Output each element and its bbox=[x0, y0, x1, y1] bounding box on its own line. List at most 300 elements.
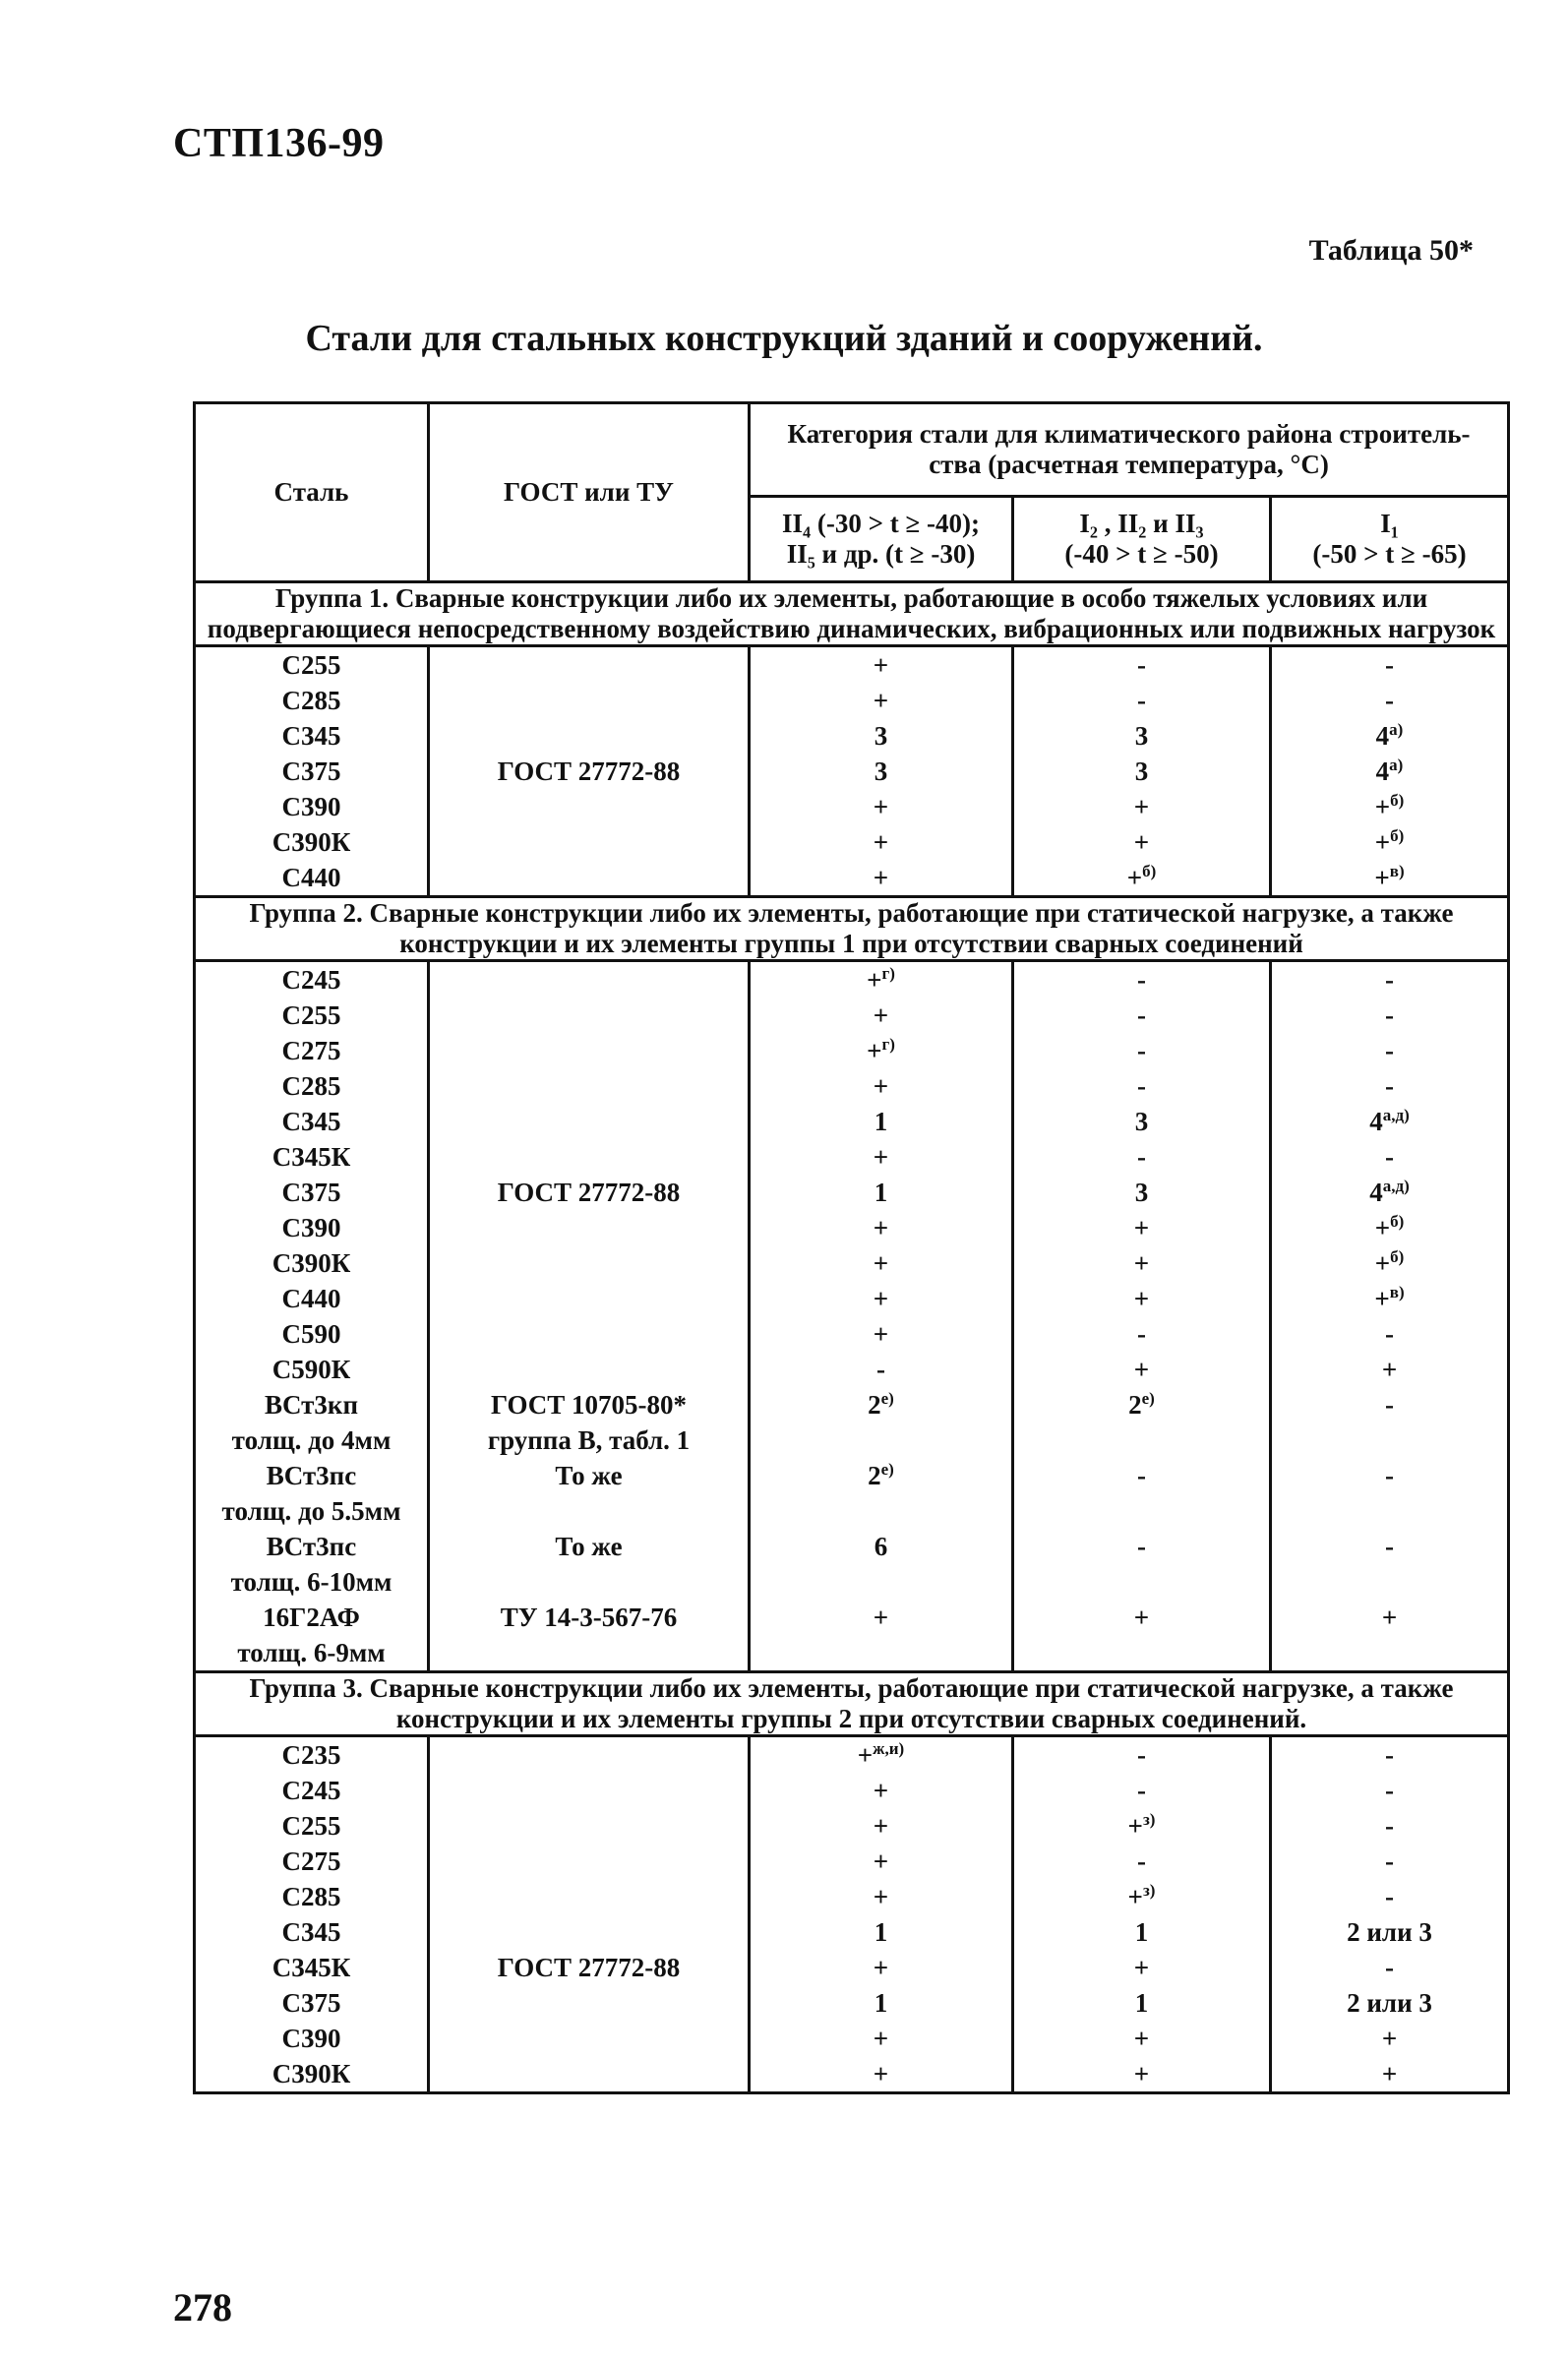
cell-gost bbox=[429, 1529, 750, 1564]
cell-category-3 bbox=[1271, 998, 1509, 1033]
cell-category-3-value: + bbox=[1381, 2059, 1398, 2089]
cell-category-1 bbox=[750, 1175, 1013, 1210]
cell-category-3-value: - bbox=[1385, 1036, 1394, 1066]
cell-category-3 bbox=[1271, 646, 1509, 684]
cell-category-3-value: - bbox=[1385, 1532, 1394, 1562]
cell-category-2 bbox=[1013, 1950, 1271, 1985]
cell-steel-value: ВСт3кп bbox=[264, 1389, 359, 1420]
footnote-mark: б) bbox=[1390, 1212, 1405, 1232]
cell-category-1-value: 6 bbox=[874, 1532, 888, 1562]
cell-gost bbox=[429, 789, 750, 824]
cell-category-1 bbox=[750, 824, 1013, 860]
cell-steel-value: С440 bbox=[281, 862, 341, 892]
cell-steel-value: С285 bbox=[281, 685, 341, 715]
cell-category-2-value: - bbox=[1137, 1740, 1146, 1771]
cell-gost bbox=[429, 1352, 750, 1387]
cell-category-2 bbox=[1013, 2056, 1271, 2093]
footnote-mark: г) bbox=[881, 1035, 895, 1055]
cell-category-3 bbox=[1271, 1210, 1509, 1245]
cell-steel bbox=[195, 2056, 429, 2093]
cell-gost-value: То же bbox=[555, 1531, 623, 1561]
cell-category-1 bbox=[750, 1352, 1013, 1387]
group-header-row bbox=[195, 897, 1509, 961]
cell-category-2-value: 3 bbox=[1134, 721, 1149, 752]
table-row bbox=[195, 860, 1509, 897]
cell-category-2 bbox=[1013, 1493, 1271, 1529]
table-row bbox=[195, 961, 1509, 998]
cell-category-2 bbox=[1013, 1736, 1271, 1774]
cell-category-1-value: + bbox=[873, 863, 889, 893]
cell-category-1 bbox=[750, 1422, 1013, 1458]
cell-category-3 bbox=[1271, 718, 1509, 754]
cell-steel bbox=[195, 1564, 429, 1600]
cell-category-1-value: 3 bbox=[874, 721, 888, 752]
cell-steel bbox=[195, 1210, 429, 1245]
table-row bbox=[195, 1316, 1509, 1352]
cell-category-3 bbox=[1271, 2021, 1509, 2056]
cell-category-2 bbox=[1013, 1600, 1271, 1635]
cell-category-3 bbox=[1271, 1245, 1509, 1281]
cell-category-2-value: - bbox=[1137, 1532, 1146, 1562]
group-title: Группа 2. Сварные конструкции либо их элементы, работающие при статической нагрузке, а также конструкции и их элементы группы 1 при отсутствии сварных соединений bbox=[195, 897, 1509, 961]
cell-category-2-value: - bbox=[1137, 1142, 1146, 1173]
footnote-mark: б) bbox=[1390, 826, 1405, 846]
cell-category-3-value: - bbox=[1385, 1390, 1394, 1421]
cell-category-3-value: + bbox=[1381, 1603, 1398, 1633]
table-row bbox=[195, 789, 1509, 824]
cell-gost bbox=[429, 1914, 750, 1950]
table-row bbox=[195, 1281, 1509, 1316]
cell-category-1-value: + bbox=[873, 1882, 889, 1912]
cell-steel-value: С255 bbox=[281, 649, 341, 680]
cell-category-2 bbox=[1013, 789, 1271, 824]
cell-category-3-value: 4 bbox=[1369, 1178, 1383, 1208]
cell-steel bbox=[195, 1529, 429, 1564]
group-header-row bbox=[195, 582, 1509, 646]
cell-category-3-value: - bbox=[1385, 1071, 1394, 1102]
footnote-mark: б) bbox=[1142, 862, 1157, 881]
table-row bbox=[195, 824, 1509, 860]
header-climate-3-line1: I₁ bbox=[1380, 508, 1399, 538]
cell-category-3 bbox=[1271, 1281, 1509, 1316]
cell-steel-value: С390 bbox=[281, 2023, 341, 2053]
cell-category-2-value: + bbox=[1133, 1248, 1150, 1279]
cell-steel-value: С245 bbox=[281, 964, 341, 995]
cell-category-1 bbox=[750, 998, 1013, 1033]
footnote-mark: б) bbox=[1390, 1247, 1405, 1267]
cell-category-2 bbox=[1013, 1245, 1271, 1281]
header-climate-2 bbox=[1013, 497, 1271, 582]
cell-steel-value: С390К bbox=[271, 2058, 351, 2088]
cell-category-2-value: - bbox=[1137, 686, 1146, 716]
cell-category-2 bbox=[1013, 860, 1271, 897]
cell-category-1-value: 1 bbox=[874, 1988, 888, 2019]
table-row bbox=[195, 1635, 1509, 1672]
cell-steel-value: С285 bbox=[281, 1070, 341, 1101]
cell-gost bbox=[429, 683, 750, 718]
cell-steel-value: ВСт3пс bbox=[266, 1531, 357, 1561]
cell-category-3-value: + bbox=[1374, 1213, 1391, 1243]
cell-gost bbox=[429, 2021, 750, 2056]
footnote-mark: е) bbox=[880, 1460, 894, 1480]
cell-category-2 bbox=[1013, 1635, 1271, 1672]
steel-table bbox=[193, 401, 1510, 2094]
cell-category-3-value: 4 bbox=[1369, 1107, 1383, 1137]
cell-gost bbox=[429, 754, 750, 789]
cell-category-2 bbox=[1013, 1281, 1271, 1316]
cell-category-3 bbox=[1271, 824, 1509, 860]
cell-steel-value: С345К bbox=[271, 1141, 351, 1172]
cell-category-3 bbox=[1271, 1564, 1509, 1600]
cell-category-2-value: 1 bbox=[1134, 1917, 1149, 1948]
table-row bbox=[195, 1736, 1509, 1774]
cell-category-2-value: + bbox=[1133, 2059, 1150, 2089]
cell-category-2 bbox=[1013, 961, 1271, 998]
cell-category-1-value: + bbox=[873, 1248, 889, 1279]
cell-gost bbox=[429, 1210, 750, 1245]
cell-category-1 bbox=[750, 1458, 1013, 1493]
cell-category-2-value: - bbox=[1137, 1036, 1146, 1066]
cell-steel bbox=[195, 1914, 429, 1950]
table-row bbox=[195, 1808, 1509, 1844]
cell-gost-value: ТУ 14-3-567-76 bbox=[500, 1602, 678, 1632]
table-row bbox=[195, 1914, 1509, 1950]
cell-category-3-value: - bbox=[1385, 1882, 1394, 1912]
cell-gost bbox=[429, 1422, 750, 1458]
cell-category-1 bbox=[750, 1139, 1013, 1175]
header-steel: Сталь bbox=[195, 403, 429, 582]
cell-category-3-value: - bbox=[1385, 1776, 1394, 1806]
cell-category-2 bbox=[1013, 1422, 1271, 1458]
table-row bbox=[195, 1068, 1509, 1104]
cell-category-2-value: 3 bbox=[1134, 756, 1149, 787]
cell-category-2-value: 1 bbox=[1134, 1988, 1149, 2019]
cell-category-2 bbox=[1013, 1914, 1271, 1950]
header-climate-2-line2: (-40 > t ≥ -50) bbox=[1064, 539, 1219, 569]
cell-category-2-value: + bbox=[1127, 1811, 1143, 1842]
cell-category-2-value: 2 bbox=[1128, 1390, 1142, 1421]
table-row bbox=[195, 1210, 1509, 1245]
cell-category-1 bbox=[750, 646, 1013, 684]
cell-steel-value: С375 bbox=[281, 1987, 341, 2018]
cell-category-2-value: 3 bbox=[1134, 1107, 1149, 1137]
cell-category-1-value: + bbox=[873, 1776, 889, 1806]
cell-category-3-value: - bbox=[1385, 650, 1394, 681]
cell-gost bbox=[429, 1033, 750, 1068]
header-climate-1 bbox=[750, 497, 1013, 582]
cell-category-3 bbox=[1271, 1104, 1509, 1139]
cell-category-3-value: + bbox=[1374, 1248, 1391, 1279]
cell-category-2-value: - bbox=[1137, 650, 1146, 681]
cell-steel bbox=[195, 1736, 429, 1774]
cell-category-2 bbox=[1013, 646, 1271, 684]
cell-category-2 bbox=[1013, 1985, 1271, 2021]
cell-category-3 bbox=[1271, 1985, 1509, 2021]
cell-category-3 bbox=[1271, 1139, 1509, 1175]
header-climate-3 bbox=[1271, 497, 1509, 582]
cell-category-1 bbox=[750, 2056, 1013, 2093]
cell-gost bbox=[429, 1564, 750, 1600]
cell-steel-value: С275 bbox=[281, 1846, 341, 1876]
cell-steel bbox=[195, 789, 429, 824]
cell-steel bbox=[195, 1422, 429, 1458]
cell-category-1 bbox=[750, 1493, 1013, 1529]
cell-category-3-value: - bbox=[1385, 1461, 1394, 1491]
table-row bbox=[195, 1352, 1509, 1387]
cell-category-3 bbox=[1271, 1844, 1509, 1879]
cell-category-1-value: 1 bbox=[874, 1107, 888, 1137]
cell-gost bbox=[429, 824, 750, 860]
cell-category-1-value: + bbox=[867, 965, 882, 996]
cell-steel bbox=[195, 1316, 429, 1352]
cell-category-1 bbox=[750, 1564, 1013, 1600]
cell-category-2-value: - bbox=[1137, 1776, 1146, 1806]
cell-category-2 bbox=[1013, 1458, 1271, 1493]
cell-steel-value: С590К bbox=[271, 1354, 351, 1384]
cell-steel bbox=[195, 1245, 429, 1281]
cell-steel-value: С245 bbox=[281, 1775, 341, 1805]
cell-category-1-value: + bbox=[873, 1071, 889, 1102]
cell-steel-value: С285 bbox=[281, 1881, 341, 1911]
cell-category-3-value: 4 bbox=[1375, 756, 1390, 787]
cell-gost-value: ГОСТ 27772-88 bbox=[497, 756, 681, 786]
cell-gost bbox=[429, 1281, 750, 1316]
cell-category-1 bbox=[750, 1808, 1013, 1844]
cell-category-3 bbox=[1271, 1808, 1509, 1844]
table-row bbox=[195, 683, 1509, 718]
cell-category-3-value: - bbox=[1385, 965, 1394, 996]
cell-category-2 bbox=[1013, 1844, 1271, 1879]
cell-category-1-value: + bbox=[873, 1142, 889, 1173]
footnote-mark: в) bbox=[1389, 862, 1405, 881]
cell-category-2 bbox=[1013, 1808, 1271, 1844]
cell-steel-value: С255 bbox=[281, 1810, 341, 1841]
cell-gost bbox=[429, 718, 750, 754]
footnote-mark: а) bbox=[1389, 756, 1404, 775]
footnote-mark: а,д) bbox=[1382, 1177, 1410, 1196]
cell-gost bbox=[429, 1104, 750, 1139]
footnote-mark: з) bbox=[1142, 1810, 1156, 1830]
cell-gost bbox=[429, 1316, 750, 1352]
cell-steel bbox=[195, 1844, 429, 1879]
cell-steel-value: С275 bbox=[281, 1035, 341, 1065]
cell-category-2-value: + bbox=[1133, 1953, 1150, 1983]
cell-gost bbox=[429, 1493, 750, 1529]
document-code: СТП136-99 bbox=[173, 121, 385, 166]
cell-gost bbox=[429, 1387, 750, 1422]
cell-gost bbox=[429, 1139, 750, 1175]
cell-category-1 bbox=[750, 1844, 1013, 1879]
cell-category-2-value: - bbox=[1137, 1319, 1146, 1350]
table-row bbox=[195, 1033, 1509, 1068]
header-climate-1-line2: II₅ и др. (t ≥ -30) bbox=[786, 539, 976, 569]
cell-category-3 bbox=[1271, 1387, 1509, 1422]
cell-steel bbox=[195, 1635, 429, 1672]
cell-category-1 bbox=[750, 2021, 1013, 2056]
cell-category-1-value: + bbox=[873, 650, 889, 681]
cell-category-1-value: + bbox=[873, 1953, 889, 1983]
cell-category-2 bbox=[1013, 1316, 1271, 1352]
cell-category-2-value: + bbox=[1133, 1355, 1150, 1385]
cell-category-1 bbox=[750, 1879, 1013, 1914]
footnote-mark: в) bbox=[1389, 1283, 1405, 1302]
cell-category-3-value: + bbox=[1374, 1284, 1390, 1314]
cell-gost bbox=[429, 1773, 750, 1808]
cell-category-3 bbox=[1271, 1879, 1509, 1914]
cell-category-1-value: + bbox=[873, 686, 889, 716]
cell-category-1-value: 1 bbox=[874, 1917, 888, 1948]
cell-category-3-value: - bbox=[1385, 1953, 1394, 1983]
table-row bbox=[195, 718, 1509, 754]
cell-category-1-value: 2 bbox=[868, 1390, 881, 1421]
cell-category-2 bbox=[1013, 1104, 1271, 1139]
footnote-mark: з) bbox=[1142, 1881, 1156, 1901]
footnote-mark: ж,и) bbox=[873, 1739, 905, 1759]
footnote-mark: б) bbox=[1390, 791, 1405, 811]
table-row bbox=[195, 754, 1509, 789]
cell-steel bbox=[195, 1139, 429, 1175]
cell-category-3-value: + bbox=[1381, 2024, 1398, 2054]
cell-category-3-value: + bbox=[1374, 792, 1391, 822]
header-climate-3-line2: (-50 > t ≥ -65) bbox=[1312, 539, 1467, 569]
footnote-mark: г) bbox=[881, 964, 895, 984]
cell-category-3-value: 2 или 3 bbox=[1347, 1917, 1432, 1948]
cell-category-1-value: + bbox=[873, 2024, 889, 2054]
cell-category-1 bbox=[750, 1210, 1013, 1245]
cell-category-3 bbox=[1271, 1914, 1509, 1950]
cell-steel bbox=[195, 1104, 429, 1139]
cell-steel bbox=[195, 1879, 429, 1914]
cell-category-3 bbox=[1271, 1422, 1509, 1458]
cell-steel bbox=[195, 1600, 429, 1635]
cell-category-3 bbox=[1271, 1736, 1509, 1774]
cell-steel-value: толщ. 6-10мм bbox=[230, 1566, 392, 1597]
cell-category-1 bbox=[750, 718, 1013, 754]
cell-steel-value: С440 bbox=[281, 1283, 341, 1313]
table-row bbox=[195, 1773, 1509, 1808]
cell-steel-value: С345 bbox=[281, 1106, 341, 1136]
cell-category-3 bbox=[1271, 2056, 1509, 2093]
cell-steel-value: 16Г2АФ bbox=[263, 1602, 360, 1632]
cell-category-2-value: + bbox=[1127, 1882, 1143, 1912]
cell-category-2-value: + bbox=[1133, 792, 1150, 822]
cell-category-3-value: - bbox=[1385, 1846, 1394, 1877]
cell-category-1-value: + bbox=[873, 1319, 889, 1350]
cell-gost-value: ГОСТ 27772-88 bbox=[497, 1952, 681, 1982]
footnote-mark: е) bbox=[880, 1389, 894, 1409]
cell-steel-value: С590 bbox=[281, 1318, 341, 1349]
cell-steel-value: С390К bbox=[271, 826, 351, 857]
cell-steel bbox=[195, 1493, 429, 1529]
cell-category-1-value: + bbox=[873, 792, 889, 822]
table-row bbox=[195, 1493, 1509, 1529]
cell-category-1-value: - bbox=[876, 1355, 885, 1385]
cell-steel-value: С375 bbox=[281, 756, 341, 786]
table-row bbox=[195, 1844, 1509, 1879]
cell-category-2-value: + bbox=[1133, 1603, 1150, 1633]
cell-category-3 bbox=[1271, 1033, 1509, 1068]
cell-category-1 bbox=[750, 1245, 1013, 1281]
cell-steel bbox=[195, 718, 429, 754]
cell-category-1 bbox=[750, 1033, 1013, 1068]
cell-category-2 bbox=[1013, 1387, 1271, 1422]
cell-category-1-value: + bbox=[873, 1000, 889, 1031]
cell-category-1 bbox=[750, 1600, 1013, 1635]
cell-category-1 bbox=[750, 1281, 1013, 1316]
cell-gost bbox=[429, 998, 750, 1033]
cell-steel bbox=[195, 1773, 429, 1808]
table-row bbox=[195, 1104, 1509, 1139]
cell-steel bbox=[195, 1175, 429, 1210]
cell-gost-value: группа В, табл. 1 bbox=[487, 1424, 691, 1455]
cell-gost bbox=[429, 1245, 750, 1281]
cell-gost bbox=[429, 646, 750, 684]
cell-gost bbox=[429, 1808, 750, 1844]
cell-category-2-value: + bbox=[1133, 2024, 1150, 2054]
cell-steel-value: ВСт3пс bbox=[266, 1460, 357, 1490]
cell-category-3 bbox=[1271, 1950, 1509, 1985]
table-row bbox=[195, 1245, 1509, 1281]
cell-steel-value: С375 bbox=[281, 1177, 341, 1207]
table-row bbox=[195, 1879, 1509, 1914]
cell-category-3 bbox=[1271, 1773, 1509, 1808]
cell-category-2 bbox=[1013, 1879, 1271, 1914]
cell-category-1 bbox=[750, 1104, 1013, 1139]
cell-category-3 bbox=[1271, 1493, 1509, 1529]
cell-category-2-value: + bbox=[1133, 1284, 1150, 1314]
cell-steel bbox=[195, 1387, 429, 1422]
cell-category-2-value: - bbox=[1137, 1000, 1146, 1031]
cell-category-1 bbox=[750, 961, 1013, 998]
cell-category-3 bbox=[1271, 1175, 1509, 1210]
table-row bbox=[195, 1529, 1509, 1564]
cell-category-1 bbox=[750, 860, 1013, 897]
cell-steel bbox=[195, 1281, 429, 1316]
cell-category-2-value: + bbox=[1126, 863, 1143, 893]
table-row bbox=[195, 1175, 1509, 1210]
cell-category-1 bbox=[750, 789, 1013, 824]
cell-category-3 bbox=[1271, 683, 1509, 718]
cell-steel-value: С345 bbox=[281, 720, 341, 751]
table-row bbox=[195, 2056, 1509, 2093]
cell-category-2 bbox=[1013, 998, 1271, 1033]
cell-category-1-value: 3 bbox=[874, 756, 888, 787]
footnote-mark: а) bbox=[1389, 720, 1404, 740]
page-number: 278 bbox=[173, 2285, 232, 2330]
cell-category-3 bbox=[1271, 1316, 1509, 1352]
cell-category-1-value: + bbox=[873, 2059, 889, 2089]
cell-category-2 bbox=[1013, 1033, 1271, 1068]
cell-category-1-value: + bbox=[873, 827, 889, 858]
cell-gost bbox=[429, 1844, 750, 1879]
cell-category-1 bbox=[750, 1914, 1013, 1950]
cell-steel bbox=[195, 1033, 429, 1068]
cell-gost bbox=[429, 1635, 750, 1672]
table-number: Таблица 50* bbox=[1308, 234, 1474, 267]
group-header-row bbox=[195, 1672, 1509, 1736]
cell-category-3-value: + bbox=[1374, 863, 1390, 893]
table-row bbox=[195, 998, 1509, 1033]
cell-steel bbox=[195, 1068, 429, 1104]
table-row bbox=[195, 646, 1509, 684]
cell-category-1 bbox=[750, 1736, 1013, 1774]
table-row bbox=[195, 1600, 1509, 1635]
cell-category-3-value: - bbox=[1385, 1319, 1394, 1350]
header-category: Категория стали для климатического района строитель-ства (расчетная температура, °С) bbox=[750, 403, 1509, 497]
cell-category-1 bbox=[750, 1635, 1013, 1672]
cell-category-2 bbox=[1013, 2021, 1271, 2056]
table-row bbox=[195, 1422, 1509, 1458]
